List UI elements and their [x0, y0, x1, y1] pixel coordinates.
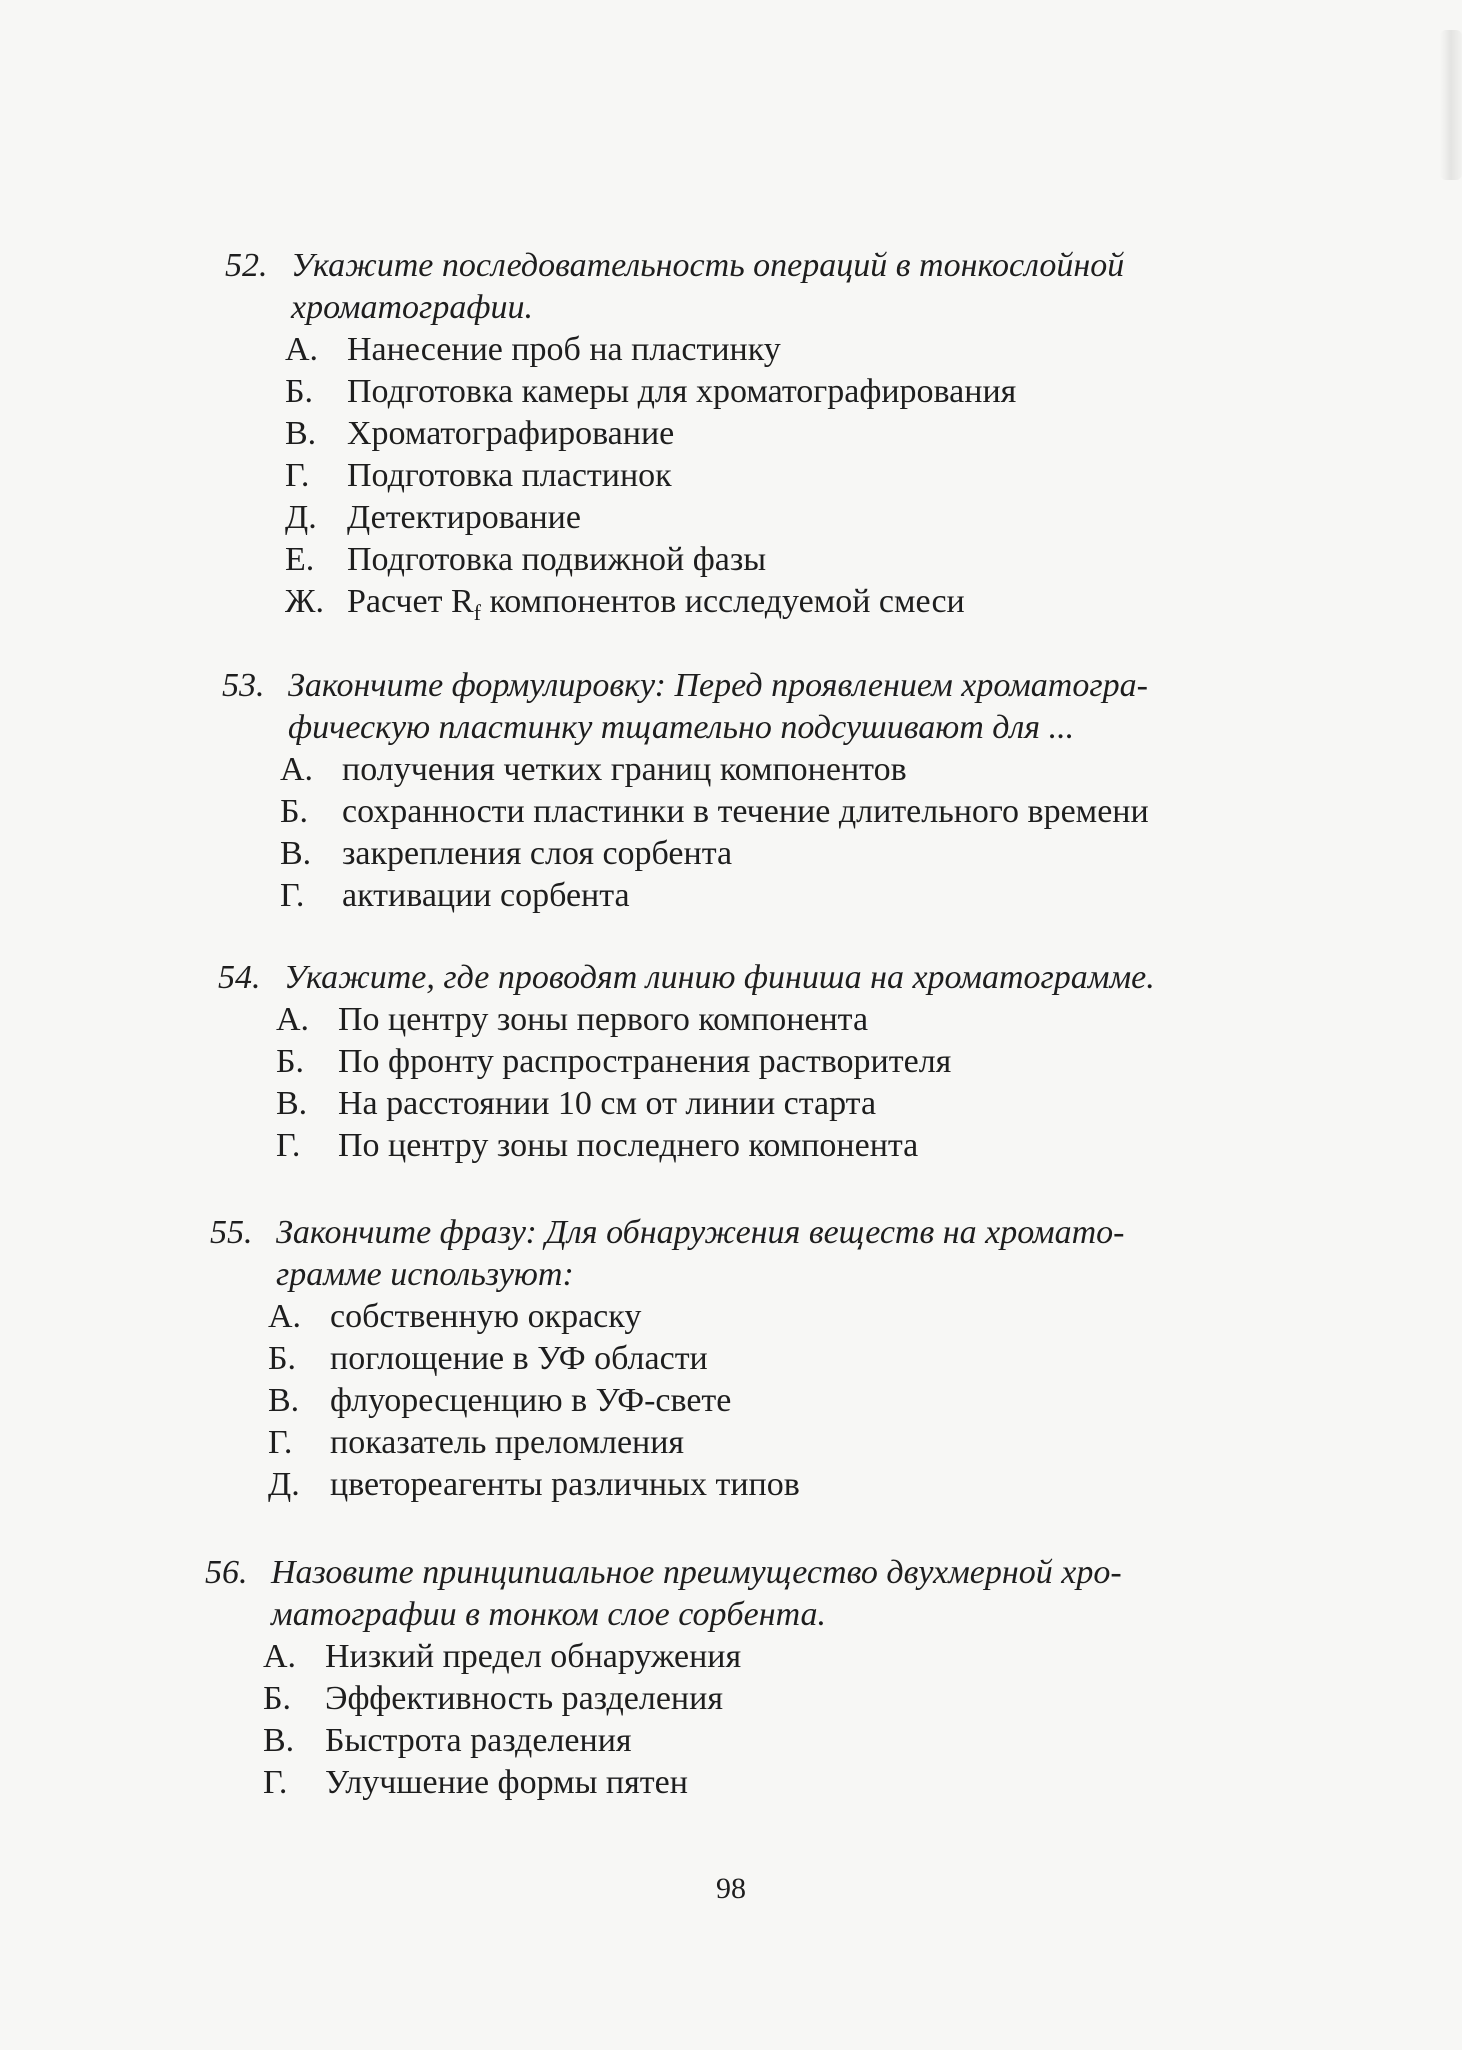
- scan-edge-shadow: [1440, 30, 1462, 180]
- option-letter: Д.: [268, 1466, 300, 1503]
- question-text: Закончите фразу: Для обнаружения веществ на хромато- грамме используют:: [276, 1214, 1125, 1293]
- question-number: 53.: [222, 667, 265, 704]
- option-text: Улучшение формы пятен: [325, 1764, 688, 1801]
- option-letter: А.: [276, 1001, 310, 1038]
- question-52: [225, 245, 1124, 634]
- option-letter: В.: [263, 1722, 295, 1759]
- question-number: 56.: [205, 1554, 248, 1591]
- question-56: [205, 1552, 1122, 1804]
- question-text: Назовите принципиальное преимущество двухмерной хро- матографии в тонком слое сорбента.: [271, 1554, 1122, 1633]
- option-text-before: Расчет R: [347, 583, 474, 620]
- question-header: [210, 1212, 1124, 1296]
- option-letter: В.: [276, 1085, 308, 1122]
- option-text: Низкий предел обнаружения: [325, 1638, 742, 1675]
- option-text: Нанесение проб на пластинку: [347, 331, 781, 368]
- question-header: [222, 665, 1149, 749]
- option-letter: Б.: [276, 1043, 305, 1080]
- answer-options: [280, 749, 1149, 917]
- answer-option: [285, 581, 1124, 634]
- option-letter: Б.: [285, 373, 314, 410]
- question-text: Укажите последовательность операций в тонкослойной хроматографии.: [291, 247, 1125, 326]
- option-letter: Б.: [268, 1340, 297, 1377]
- option-text: активации сорбента: [342, 877, 630, 914]
- option-text: показатель преломления: [330, 1424, 685, 1461]
- question-55: [210, 1212, 1124, 1506]
- question-header: [225, 245, 1124, 329]
- rf-subscript: f: [473, 599, 481, 625]
- answer-option: [263, 1720, 1122, 1762]
- option-letter: В.: [268, 1382, 300, 1419]
- option-letter: Е.: [285, 541, 315, 578]
- question-header: [218, 957, 1155, 999]
- question-header: [205, 1552, 1122, 1636]
- option-letter: Б.: [280, 793, 309, 830]
- answer-option: [280, 875, 1149, 917]
- answer-option: [285, 497, 1124, 539]
- option-text: флуоресценцию в УФ-свете: [330, 1382, 732, 1419]
- option-text: сохранности пластинки в течение длительного времени: [342, 793, 1149, 830]
- answer-option: [285, 539, 1124, 581]
- option-letter: Д.: [285, 499, 317, 536]
- option-text: Детектирование: [347, 499, 581, 536]
- answer-options: [276, 999, 1155, 1167]
- option-letter: А.: [280, 751, 314, 788]
- answer-option: [268, 1380, 1124, 1422]
- question-number: 54.: [218, 959, 261, 996]
- answer-option: [285, 371, 1124, 413]
- answer-option: [268, 1338, 1124, 1380]
- option-text: [347, 581, 965, 634]
- question-text: Закончите формулировку: Перед проявлением хроматогра- фическую пластинку тщательно подсушивают для ...: [288, 667, 1148, 746]
- option-letter: А.: [268, 1298, 302, 1335]
- option-text: собственную окраску: [330, 1298, 642, 1335]
- answer-option: [276, 1125, 1155, 1167]
- answer-option: [285, 413, 1124, 455]
- question-54: [218, 957, 1155, 1167]
- question-number: 52.: [225, 247, 268, 284]
- answer-option: [268, 1422, 1124, 1464]
- answer-option: [276, 999, 1155, 1041]
- option-text: поглощение в УФ области: [330, 1340, 708, 1377]
- option-letter: В.: [285, 415, 317, 452]
- option-letter: В.: [280, 835, 312, 872]
- option-text: По центру зоны первого компонента: [338, 1001, 869, 1038]
- option-text: Хроматографирование: [347, 415, 675, 452]
- option-text-after: компонентов исследуемой смеси: [480, 583, 965, 620]
- question-53: [222, 665, 1149, 917]
- option-text: закрепления слоя сорбента: [342, 835, 733, 872]
- answer-option: [276, 1041, 1155, 1083]
- option-text: получения четких границ компонентов: [342, 751, 907, 788]
- answer-option: [263, 1636, 1122, 1678]
- question-number: 55.: [210, 1214, 253, 1251]
- option-letter: Б.: [263, 1680, 292, 1717]
- option-letter: Г.: [285, 457, 310, 494]
- option-text: Подготовка пластинок: [347, 457, 672, 494]
- answer-option: [280, 833, 1149, 875]
- option-letter: Ж.: [285, 583, 324, 620]
- option-letter: Г.: [263, 1764, 288, 1801]
- answer-option: [280, 791, 1149, 833]
- page-number: 98: [716, 1872, 746, 1905]
- option-text: Эффективность разделения: [325, 1680, 723, 1717]
- answer-options: [285, 329, 1124, 634]
- option-text: Подготовка подвижной фазы: [347, 541, 767, 578]
- answer-option: [263, 1678, 1122, 1720]
- option-letter: А.: [285, 331, 319, 368]
- question-text: Укажите, где проводят линию финиша на хроматограмме.: [284, 959, 1155, 996]
- answer-option: [268, 1296, 1124, 1338]
- answer-option: [280, 749, 1149, 791]
- answer-option: [276, 1083, 1155, 1125]
- option-text: По центру зоны последнего компонента: [338, 1127, 919, 1164]
- answer-option: [268, 1464, 1124, 1506]
- answer-option: [285, 329, 1124, 371]
- option-letter: Г.: [268, 1424, 293, 1461]
- option-text: По фронту распространения растворителя: [338, 1043, 952, 1080]
- option-text: Быстрота разделения: [325, 1722, 632, 1759]
- answer-options: [263, 1636, 1122, 1804]
- answer-options: [268, 1296, 1124, 1506]
- option-text: На расстоянии 10 см от линии старта: [338, 1085, 877, 1122]
- option-letter: Г.: [276, 1127, 301, 1164]
- option-letter: А.: [263, 1638, 297, 1675]
- option-letter: Г.: [280, 877, 305, 914]
- option-text: цветореагенты различных типов: [330, 1466, 800, 1503]
- option-text: Подготовка камеры для хроматографирования: [347, 373, 1017, 410]
- answer-option: [285, 455, 1124, 497]
- answer-option: [263, 1762, 1122, 1804]
